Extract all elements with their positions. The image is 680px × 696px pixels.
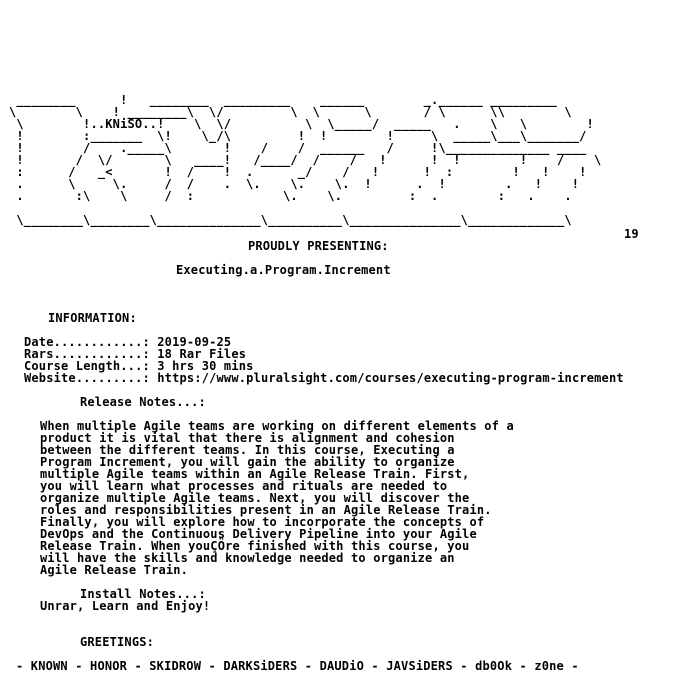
info-row-course-length: Course Length...: 3 hrs 30 mins [24,359,254,373]
release-notes-line: organize multiple Agile teams. Next, you will discover the [40,491,470,505]
release-notes-line: Program Increment, you will gain the ability to organize [40,455,455,469]
greetings-text: - KNOWN - HONOR - SKIDROW - DARKSiDERS - DAUDiO - JAVSiDERS - db0Ok - z0ne - [16,659,579,673]
ascii-logo-line: ! / \/ \ ____! /____/ / / ! ! ! ! / \ [9,153,602,167]
ascii-logo-line: ________ ! ________ _________ ______ _.______ _________ [9,93,557,107]
release-notes-line: you will learn what processes and rituals are needed to [40,479,448,493]
ascii-logo-line: ! :_______ \! \_/\ ! ! ! \ _____\___\_______/ [9,129,587,143]
release-notes-line: Agile Release Train. [40,563,189,577]
info-row-website: Website.........: https://www.pluralsight.com/courses/executing-program-increment [24,371,624,385]
release-notes-line: DevOps and the Continuous Delivery Pipeline into your Agile [40,527,477,541]
release-notes-line: will have the skills and knowledge needed to organize an [40,551,455,565]
greetings-title: GREETINGS: [80,635,155,649]
install-notes-title: Install Notes...: [80,587,206,601]
release-notes-line: When multiple Agile teams are working on different elements of a [40,419,514,433]
release-notes-line: Release Train. When youÇÖre finished with this course, you [40,539,470,553]
release-notes-line: multiple Agile teams within an Agile Release Train. First, [40,467,470,481]
info-row-rars: Rars............: 18 Rar Files [24,347,247,361]
release-notes-title: Release Notes...: [80,395,206,409]
ascii-logo-tag: 19 [624,227,639,241]
info-row-date: Date............: 2019-09-25 [24,335,232,349]
ascii-logo-line: \ !..KNiSO..! \ \/ \ \_____/ _____ . \ \ ! [9,117,594,131]
release-notes-line: between the different teams. In this course, Executing a [40,443,455,457]
ascii-logo-line: . :\ \ / : \. \. : . : . . [9,189,572,203]
ascii-logo-line: . \ \. / / . \. \. \. ! . ! . ! ! [9,177,580,191]
release-name: Executing.a.Program.Increment [176,263,391,277]
release-notes-line: roles and responsibilities present in an Agile Release Train. [40,503,492,517]
ascii-logo-line: \________\________\______________\__________\_______________\_____________\ [9,213,572,227]
install-notes-text: Unrar, Learn and Enjoy! [40,599,211,613]
ascii-logo-line: \ \ ! ________\ \/ \ \ \ / \ \\ \ [9,105,572,119]
ascii-logo-line: : / _< ! / ! . _/ / ! ! : ! ! ! [9,165,587,179]
release-notes-line: product it is vital that there is alignment and cohesion [40,431,455,445]
ascii-logo [0,0,680,240]
release-notes-line: Finally, you will explore how to incorporate the concepts of [40,515,485,529]
information-title: INFORMATION: [48,311,137,325]
proudly-presenting: PROUDLY PRESENTING: [248,239,389,253]
ascii-logo-line: ! / ._____\ ! / / ______ / !\______________ ____ [9,141,587,155]
